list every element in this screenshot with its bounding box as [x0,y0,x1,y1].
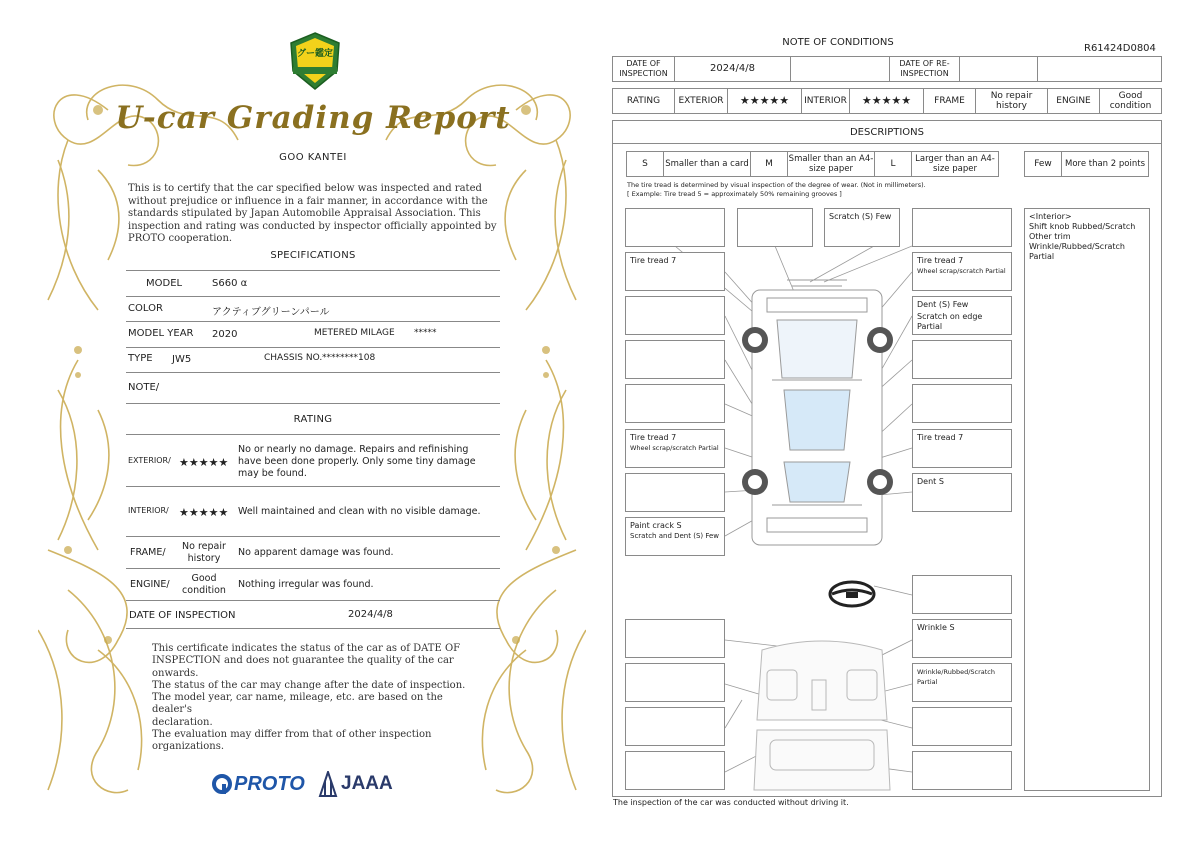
rating-heading: RATING [293,414,333,425]
footer-line: This certificate indicates the status of the car as of DATE OF [152,643,461,654]
interior-note-line: Shift knob Rubbed/Scratch [1029,222,1136,231]
condition-box [912,384,1012,423]
chassis-label: CHASSIS NO. [264,353,323,363]
exterior-label: EXTERIOR/ [128,456,171,465]
specs-heading: SPECIFICATIONS [270,250,356,261]
engine-description: Nothing irregular was found. [238,579,374,590]
condition-box [625,751,725,790]
condition-box [912,473,1012,512]
legend-m-text: Smaller than an A4-size paper [787,151,875,177]
box-text: Paint crack S [630,521,682,530]
badge-text: グー鑑定 [296,49,333,59]
interior-label: INTERIOR/ [128,506,169,515]
interior-note-line: Wrinkle/Rubbed/Scratch [1029,242,1125,251]
condition-box [912,751,1012,790]
rating-label: RATING [612,88,675,114]
color-label: COLOR [128,303,163,314]
footer-line: INSPECTION and does not guarantee the quality of the car onwards. [152,655,454,679]
condition-box [625,208,725,247]
condition-box [912,575,1012,614]
box-text: Dent S [917,477,944,486]
rating-row-engine [126,569,500,601]
interior-notes [1024,208,1150,791]
exterior-stars: ★★★★★ [179,456,229,469]
jaaa-mark-icon [318,771,338,797]
year-label: MODEL YEAR [128,328,194,339]
date-value: 2024/4/8 [348,609,393,620]
model-value: S660 α [212,278,248,289]
condition-box [912,208,1012,247]
box-subtext: Wheel scrap/scratch Partial [630,444,719,452]
model-label: MODEL [146,278,183,289]
certificate-intro: This is to certify that the car specified below was inspected and rated without prejudice or influence in a fair manner, in accordance with the standards stipulated by Japan Automobile Appraisal Association. This inspection and rating was conducted by inspector officially appointed by PROTO cooperation. [128,183,497,244]
jaaa-logo-text: JAAA [341,773,393,794]
date-blank [1037,56,1162,82]
footer-line: The status of the car may change after the date of inspection. [152,679,466,691]
condition-box [625,340,725,379]
condition-box [625,473,725,512]
interior-label: INTERIOR [801,88,850,114]
proto-logo [212,770,305,798]
interior-stars: ★★★★★ [179,506,229,519]
condition-box [912,707,1012,746]
date-label: DATE OF INSPECTION [129,610,236,621]
spec-row-type [126,348,500,373]
date-inspection-value: 2024/4/8 [674,56,791,82]
wheel-front-left-hub [748,333,762,347]
condition-box [625,707,725,746]
rating-row-interior [126,487,500,537]
box-subtext: Scratch on edge Partial [917,312,983,331]
mileage-label: METERED MILAGE [314,328,395,338]
condition-box [912,252,1012,291]
date-reinspection-value [959,56,1038,82]
condition-box [625,384,725,423]
exterior-description: No or nearly no damage. Repairs and refinishing have been done properly. Only some tiny damage may be found. [238,444,476,479]
engine-label: ENGINE/ [130,579,170,590]
descriptions-heading: DESCRIPTIONS [612,120,1162,144]
box-text: Tire tread 7 [917,256,964,265]
date-blank [790,56,890,82]
note-label: NOTE/ [128,382,160,393]
engine-value: Good condition [182,573,226,596]
badge-icon [287,31,343,91]
inspection-footer-note: The inspection of the car was conducted without driving it. [613,798,849,807]
frame-value: No repair history [182,541,226,564]
wheel-front-right-hub [873,333,887,347]
box-subtext: Scratch and Dent (S) Few [630,532,720,540]
engine-label: ENGINE [1047,88,1100,114]
legend-l: L [874,151,912,177]
legend-s-text: Smaller than a card [663,151,751,177]
rating-row-frame [126,537,500,569]
wheel-rear-right-hub [873,475,887,489]
frame-label: FRAME/ [130,547,166,558]
condition-box [912,429,1012,468]
spec-row-note [126,373,500,404]
condition-box [625,252,725,291]
box-text: Tire tread 7 [630,256,677,265]
legend-l-text: Larger than an A4-size paper [911,151,999,177]
spec-row-year [126,322,500,348]
proto-logo-text: PROTO [234,772,305,795]
condition-box [912,619,1012,658]
condition-box [824,208,900,247]
box-subtext: Wheel scrap/scratch Partial [917,267,1006,275]
conditions-title: NOTE OF CONDITIONS [782,37,894,48]
interior-description: Well maintained and clean with no visible damage. [238,506,481,517]
jaaa-logo [318,770,393,798]
type-label: TYPE [128,353,153,364]
box-text: Dent (S) Few [917,300,969,309]
footer-line: The model year, car name, mileage, etc. are based on the dealer's [152,692,443,716]
legend-s: S [626,151,664,177]
condition-box [912,663,1012,702]
goo-kantei-badge [287,31,343,91]
box-text: Tire tread 7 [630,433,677,442]
date-inspection-label: DATE OF INSPECTION [612,56,675,82]
legend-few: Few [1024,151,1062,177]
type-value: JW5 [172,354,192,365]
condition-box [625,517,725,556]
condition-box [737,208,813,247]
tire-note-example: [ Example: Tire tread 5 = approximately 50% remaining grooves ] [627,190,842,198]
condition-box [625,296,725,335]
interior-note-line: Other trim [1029,232,1071,241]
certificate-footer [152,643,482,754]
proto-mark-icon [212,773,232,795]
box-text: Wrinkle S [917,623,955,632]
box-text: Scratch (S) Few [829,212,892,221]
spec-row-color [126,297,500,322]
wheel-rear-left-hub [748,475,762,489]
footer-line: The evaluation may differ from that of other inspection organizations. [152,729,432,753]
frame-description: No apparent damage was found. [238,547,394,558]
date-reinspection-label: DATE OF RE-INSPECTION [889,56,960,82]
year-value: 2020 [212,329,238,340]
spec-row-model [126,271,500,297]
chassis-value: ********108 [322,353,376,363]
condition-box [625,429,725,468]
box-text: Wrinkle/Rubbed/Scratch Partial [917,668,995,686]
rating-row-exterior [126,435,500,487]
legend-few-text: More than 2 points [1061,151,1149,177]
frame-label: FRAME [923,88,976,114]
certificate-subtitle: GOO KANTEI [279,152,347,163]
certificate-title: U-car Grading Report [115,100,511,136]
box-text: Tire tread 7 [917,433,964,442]
footer-line: declaration. [152,716,213,728]
legend-m: M [750,151,788,177]
exterior-stars: ★★★★★ [727,88,802,114]
condition-box [912,340,1012,379]
exterior-label: EXTERIOR [674,88,728,114]
engine-value: Good condition [1099,88,1162,114]
interior-note-line: <Interior> [1029,212,1072,221]
condition-box [625,663,725,702]
interior-stars: ★★★★★ [849,88,924,114]
condition-box [912,296,1012,335]
color-value: アクティブグリーンパール [212,307,330,318]
rating-row-date [126,601,500,629]
steering-wheel-icon [830,582,874,606]
mileage-value: ***** [414,328,437,338]
condition-box [625,619,725,658]
tire-note: The tire tread is determined by visual inspection of the degree of wear. (Not in millimeters). [627,181,926,189]
frame-value: No repair history [975,88,1048,114]
report-id: R61424D0804 [1084,43,1156,54]
interior-note-line: Partial [1029,252,1055,261]
